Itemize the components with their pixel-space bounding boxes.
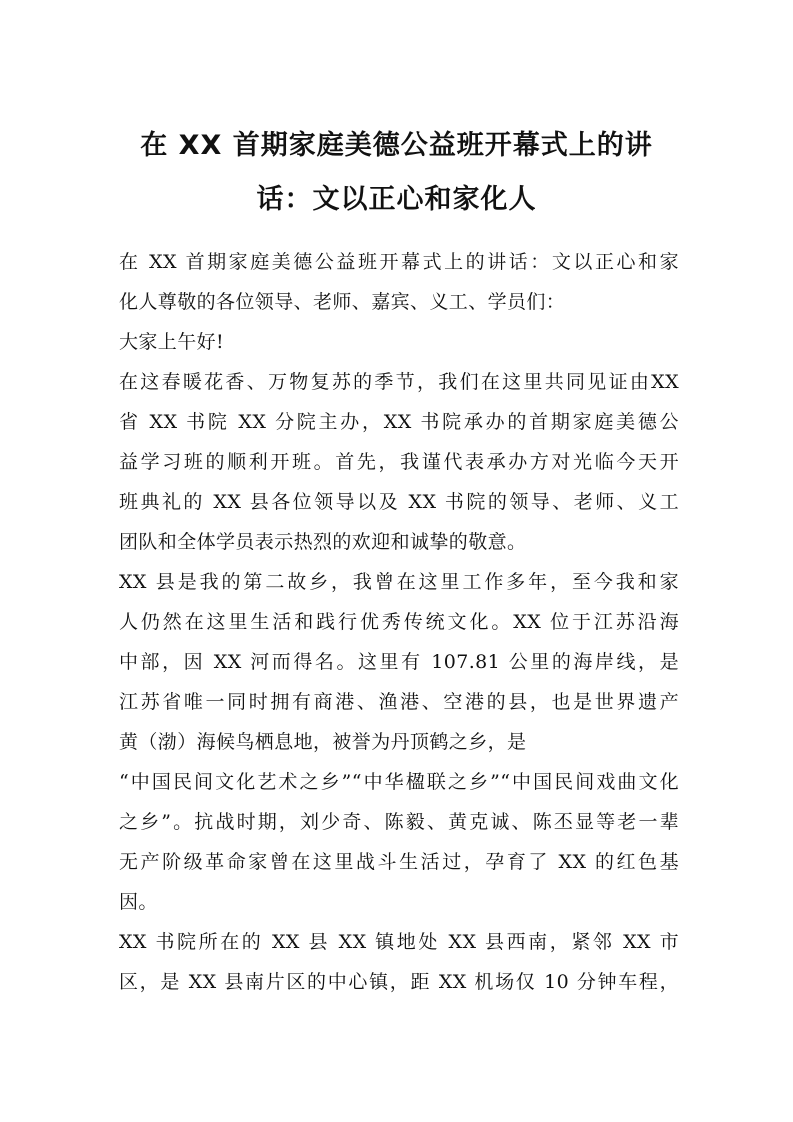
title-line-1: 在 XX 首期家庭美德公益班开幕式上的讲	[140, 130, 653, 161]
body-line: 因。	[119, 891, 158, 913]
body-line: 无产阶级革命家曾在这里战斗生活过，孕育了 XX 的红色基	[119, 851, 679, 873]
body-line: 省 XX 书院 XX 分院主办，XX 书院承办的首期家庭美德公	[119, 411, 679, 433]
body-line: 人仍然在这里生活和践行优秀传统文化。XX 位于江苏沿海	[119, 611, 679, 633]
body-line: 江苏省唯一同时拥有商港、渔港、空港的县，也是世界遗产	[119, 691, 679, 713]
body-line: 化人尊敬的各位领导、老师、嘉宾、义工、学员们：	[119, 291, 566, 313]
document-body	[119, 242, 679, 1002]
body-line: 在这春暖花香、万物复苏的季节，我们在这里共同见证由XX	[119, 371, 679, 393]
body-line: 中部，因 XX 河而得名。这里有 107.81 公里的海岸线，是	[119, 651, 679, 673]
body-line: 大家上午好!	[119, 331, 225, 353]
body-line: 益学习班的顺利开班。首先，我谨代表承办方对光临今天开	[119, 451, 679, 473]
body-line: 班典礼的 XX 县各位领导以及 XX 书院的领导、老师、义工	[119, 491, 679, 513]
title-line-2: 话：文以正心和家化人	[256, 184, 537, 215]
body-line: XX 县是我的第二故乡，我曾在这里工作多年，至今我和家	[119, 571, 679, 593]
body-line: 黄（渤）海候鸟栖息地，被誉为丹顶鹤之乡，是	[119, 731, 527, 753]
document-title	[110, 119, 683, 227]
body-line: 团队和全体学员表示热烈的欢迎和诚挚的敬意。	[119, 531, 527, 553]
body-line: XX 书院所在的 XX 县 XX 镇地处 XX 县西南，紧邻 XX 市	[119, 931, 679, 953]
body-line: 区，是 XX 县南片区的中心镇，距 XX 机场仅 10 分钟车程，	[119, 971, 679, 993]
body-line: “中国民间文化艺术之乡”“中华楹联之乡”“中国民间戏曲文化	[119, 771, 679, 793]
body-line: 在 XX 首期家庭美德公益班开幕式上的讲话：文以正心和家	[119, 251, 679, 273]
body-line: 之乡”。抗战时期，刘少奇、陈毅、黄克诚、陈丕显等老一辈	[119, 811, 679, 833]
